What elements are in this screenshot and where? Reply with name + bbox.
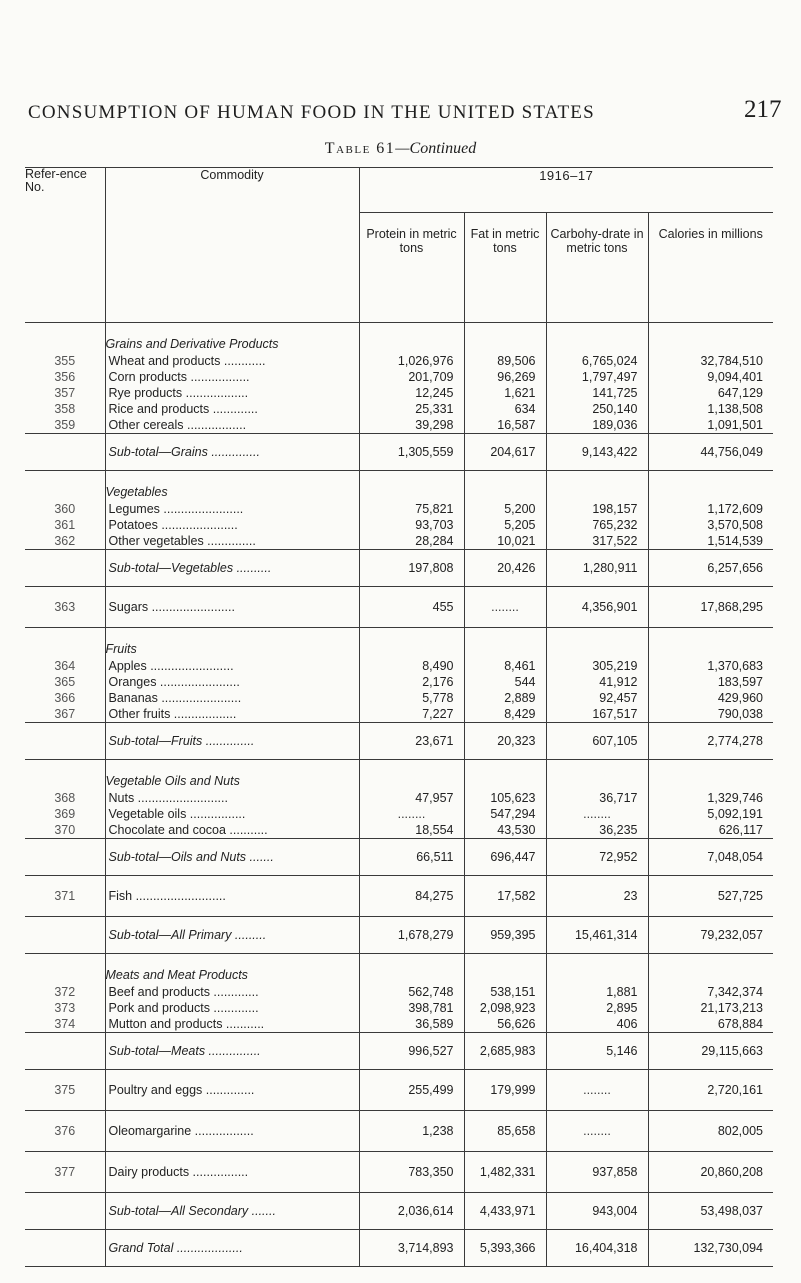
commodity: Poultry and eggs .............. xyxy=(105,1070,359,1111)
calories-value: 626,117 xyxy=(648,822,773,839)
ref-cell xyxy=(25,954,105,985)
empty-cell xyxy=(546,471,648,502)
total-protein: 1,678,279 xyxy=(359,917,464,954)
commodity: Rice and products ............. xyxy=(105,401,359,417)
section-heading: Vegetable Oils and Nuts xyxy=(105,760,359,791)
commodity: Oranges ....................... xyxy=(105,674,359,690)
carbohydrate-value: 41,912 xyxy=(546,674,648,690)
protein-value: 75,821 xyxy=(359,501,464,517)
section-heading: Grains and Derivative Products xyxy=(105,323,359,354)
ref-cell xyxy=(25,839,105,876)
column-header-commodity: Commodity xyxy=(105,168,359,323)
carbohydrate-value: 198,157 xyxy=(546,501,648,517)
subtotal-carbohydrate: 72,952 xyxy=(546,839,648,876)
calories-value: 183,597 xyxy=(648,674,773,690)
protein-value: 8,490 xyxy=(359,658,464,674)
total-carbohydrate: 15,461,314 xyxy=(546,917,648,954)
fat-value: 1,482,331 xyxy=(464,1152,546,1193)
protein-value: 783,350 xyxy=(359,1152,464,1193)
carbohydrate-value: 305,219 xyxy=(546,658,648,674)
commodity: Rye products .................. xyxy=(105,385,359,401)
protein-value: 2,176 xyxy=(359,674,464,690)
fat-value: 8,461 xyxy=(464,658,546,674)
subtotal-calories: 2,774,278 xyxy=(648,723,773,760)
table-row xyxy=(25,706,773,723)
ref-no: 360 xyxy=(54,502,76,516)
fat-value: 2,889 xyxy=(464,690,546,706)
subtotal-row xyxy=(25,550,773,587)
carbohydrate-value: 23 xyxy=(546,876,648,917)
carbohydrate-value: 250,140 xyxy=(546,401,648,417)
table-row xyxy=(25,984,773,1000)
subtotal-label: Sub-total—Oils and Nuts ....... xyxy=(105,839,359,876)
table-caption xyxy=(0,140,801,158)
total-label: Grand Total ................... xyxy=(105,1230,359,1267)
total-calories: 53,498,037 xyxy=(648,1193,773,1230)
commodity: Oleomargarine ................. xyxy=(105,1111,359,1152)
ref-no: 370 xyxy=(25,822,105,839)
ref-cell xyxy=(25,628,105,659)
empty-cell xyxy=(359,471,464,502)
fat-value: 10,021 xyxy=(464,533,546,550)
section-heading-row xyxy=(25,323,773,354)
ref-no: 359 xyxy=(25,417,105,434)
empty-cell xyxy=(546,760,648,791)
calories-value: 1,172,609 xyxy=(648,501,773,517)
section-heading: Fruits xyxy=(105,628,359,659)
total-calories: 132,730,094 xyxy=(648,1230,773,1267)
protein-value: 39,298 xyxy=(359,417,464,434)
empty-cell xyxy=(359,954,464,985)
commodity: Corn products ................. xyxy=(105,369,359,385)
running-head xyxy=(0,98,801,134)
ref-no: 368 xyxy=(54,791,76,805)
total-carbohydrate: 16,404,318 xyxy=(546,1230,648,1267)
calories-value: 678,884 xyxy=(648,1016,773,1033)
commodity: Fish .......................... xyxy=(105,876,359,917)
column-header-fat: Fat in metric tons xyxy=(464,213,546,323)
subtotal-row xyxy=(25,723,773,760)
ref-no: 362 xyxy=(25,533,105,550)
protein-value: ........ xyxy=(359,806,464,822)
total-carbohydrate: 943,004 xyxy=(546,1193,648,1230)
empty-cell xyxy=(464,471,546,502)
subtotal-row xyxy=(25,1033,773,1070)
protein-value: 18,554 xyxy=(359,822,464,839)
fat-value: 96,269 xyxy=(464,369,546,385)
empty-cell xyxy=(648,954,773,985)
carbohydrate-value: 1,797,497 xyxy=(546,369,648,385)
subtotal-label: Sub-total—Vegetables .......... xyxy=(105,550,359,587)
commodity: Other vegetables .............. xyxy=(105,533,359,550)
subtotal-fat: 204,617 xyxy=(464,434,546,471)
subtotal-label: Sub-total—Grains .............. xyxy=(105,434,359,471)
ref-cell xyxy=(25,434,105,471)
table-row xyxy=(25,822,773,839)
ref-cell xyxy=(25,1033,105,1070)
total-fat: 5,393,366 xyxy=(464,1230,546,1267)
ref-no: 375 xyxy=(25,1070,105,1111)
calories-value: 1,329,746 xyxy=(648,790,773,806)
carbohydrate-value: 937,858 xyxy=(546,1152,648,1193)
calories-value: 1,370,683 xyxy=(648,658,773,674)
subtotal-fat: 20,323 xyxy=(464,723,546,760)
calories-value: 429,960 xyxy=(648,690,773,706)
empty-cell xyxy=(648,760,773,791)
commodity: Potatoes ...................... xyxy=(105,517,359,533)
ref-no: 356 xyxy=(54,370,76,384)
fat-value: 2,098,923 xyxy=(464,1000,546,1016)
empty-cell xyxy=(648,471,773,502)
calories-value: 2,720,161 xyxy=(648,1070,773,1111)
column-header-year: 1916–17 xyxy=(359,168,773,213)
subtotal-fat: 2,685,983 xyxy=(464,1033,546,1070)
fat-value: 547,294 xyxy=(464,806,546,822)
ref-no: 361 xyxy=(54,518,76,532)
protein-value: 28,284 xyxy=(359,533,464,550)
table-row xyxy=(25,587,773,628)
carbohydrate-value: 189,036 xyxy=(546,417,648,434)
total-label: Sub-total—All Secondary ....... xyxy=(105,1193,359,1230)
ref-no: 363 xyxy=(25,587,105,628)
ref-no: 355 xyxy=(54,354,76,368)
total-fat: 4,433,971 xyxy=(464,1193,546,1230)
protein-value: 47,957 xyxy=(359,790,464,806)
carbohydrate-value: 36,235 xyxy=(546,822,648,839)
fat-value: 8,429 xyxy=(464,706,546,723)
calories-value: 17,868,295 xyxy=(648,587,773,628)
subtotal-label: Sub-total—Fruits .............. xyxy=(105,723,359,760)
subtotal-calories: 44,756,049 xyxy=(648,434,773,471)
protein-value: 255,499 xyxy=(359,1070,464,1111)
calories-value: 527,725 xyxy=(648,876,773,917)
subtotal-fat: 20,426 xyxy=(464,550,546,587)
running-head-title: CONSUMPTION OF HUMAN FOOD IN THE UNITED STATES xyxy=(28,102,595,123)
carbohydrate-value: 6,765,024 xyxy=(546,353,648,369)
ref-cell xyxy=(25,723,105,760)
protein-value: 562,748 xyxy=(359,984,464,1000)
fat-value: 17,582 xyxy=(464,876,546,917)
empty-cell xyxy=(546,628,648,659)
empty-cell xyxy=(648,323,773,354)
calories-value: 647,129 xyxy=(648,385,773,401)
commodity: Beef and products ............. xyxy=(105,984,359,1000)
subtotal-row xyxy=(25,839,773,876)
carbohydrate-value: 317,522 xyxy=(546,533,648,550)
fat-value: 43,530 xyxy=(464,822,546,839)
fat-value: 5,205 xyxy=(464,517,546,533)
subtotal-protein: 197,808 xyxy=(359,550,464,587)
table-label: Table 61 xyxy=(324,140,396,157)
commodity: Mutton and products ........... xyxy=(105,1016,359,1033)
commodity: Dairy products ................ xyxy=(105,1152,359,1193)
fat-value: 538,151 xyxy=(464,984,546,1000)
empty-cell xyxy=(359,628,464,659)
protein-value: 398,781 xyxy=(359,1000,464,1016)
section-heading-row xyxy=(25,760,773,791)
ref-cell xyxy=(25,1193,105,1230)
protein-value: 25,331 xyxy=(359,401,464,417)
table-suffix: —Continued xyxy=(395,140,477,157)
protein-value: 1,238 xyxy=(359,1111,464,1152)
ref-cell xyxy=(25,323,105,354)
subtotal-label: Sub-total—Meats ............... xyxy=(105,1033,359,1070)
table-row xyxy=(25,385,773,401)
total-protein: 2,036,614 xyxy=(359,1193,464,1230)
calories-value: 7,342,374 xyxy=(648,984,773,1000)
empty-cell xyxy=(546,323,648,354)
total-calories: 79,232,057 xyxy=(648,917,773,954)
commodity: Wheat and products ............ xyxy=(105,353,359,369)
subtotal-calories: 7,048,054 xyxy=(648,839,773,876)
ref-no: 376 xyxy=(25,1111,105,1152)
commodity: Pork and products ............. xyxy=(105,1000,359,1016)
total-row xyxy=(25,1193,773,1230)
protein-value: 36,589 xyxy=(359,1016,464,1033)
fat-value: ........ xyxy=(464,587,546,628)
table-row xyxy=(25,369,773,385)
column-header-carbohydrate: Carbohy-drate in metric tons xyxy=(546,213,648,323)
subtotal-protein: 66,511 xyxy=(359,839,464,876)
protein-value: 1,026,976 xyxy=(359,353,464,369)
calories-value: 5,092,191 xyxy=(648,806,773,822)
empty-cell xyxy=(464,760,546,791)
ref-no: 366 xyxy=(54,691,76,705)
calories-value: 3,570,508 xyxy=(648,517,773,533)
ref-no: 373 xyxy=(54,1001,76,1015)
ref-no: 372 xyxy=(54,985,76,999)
fat-value: 634 xyxy=(464,401,546,417)
commodity: Vegetable oils ................ xyxy=(105,806,359,822)
calories-value: 20,860,208 xyxy=(648,1152,773,1193)
column-header-protein: Protein in metric tons xyxy=(359,213,464,323)
ref-no: 364 xyxy=(54,659,76,673)
subtotal-carbohydrate: 5,146 xyxy=(546,1033,648,1070)
fat-value: 16,587 xyxy=(464,417,546,434)
table-row xyxy=(25,501,773,517)
table-row xyxy=(25,417,773,434)
fat-value: 105,623 xyxy=(464,790,546,806)
section-heading: Vegetables xyxy=(105,471,359,502)
carbohydrate-value: 406 xyxy=(546,1016,648,1033)
commodity: Apples ........................ xyxy=(105,658,359,674)
empty-cell xyxy=(546,954,648,985)
ref-no: 371 xyxy=(25,876,105,917)
table-row xyxy=(25,690,773,706)
ref-cell xyxy=(25,471,105,502)
carbohydrate-value: 2,895 xyxy=(546,1000,648,1016)
ref-no: 357 xyxy=(54,386,76,400)
protein-value: 201,709 xyxy=(359,369,464,385)
carbohydrate-value: 765,232 xyxy=(546,517,648,533)
table-body xyxy=(25,323,773,1267)
carbohydrate-value: ........ xyxy=(546,806,648,822)
table-row xyxy=(25,533,773,550)
empty-cell xyxy=(464,954,546,985)
subtotal-protein: 996,527 xyxy=(359,1033,464,1070)
ref-cell xyxy=(25,917,105,954)
fat-value: 89,506 xyxy=(464,353,546,369)
fat-value: 544 xyxy=(464,674,546,690)
table-row xyxy=(25,790,773,806)
table-row xyxy=(25,1000,773,1016)
carbohydrate-value: 167,517 xyxy=(546,706,648,723)
empty-cell xyxy=(464,628,546,659)
commodity: Legumes ....................... xyxy=(105,501,359,517)
table-row xyxy=(25,674,773,690)
subtotal-calories: 29,115,663 xyxy=(648,1033,773,1070)
commodity: Chocolate and cocoa ........... xyxy=(105,822,359,839)
protein-value: 93,703 xyxy=(359,517,464,533)
ref-no: 369 xyxy=(54,807,76,821)
protein-value: 84,275 xyxy=(359,876,464,917)
subtotal-row xyxy=(25,434,773,471)
fat-value: 5,200 xyxy=(464,501,546,517)
calories-value: 802,005 xyxy=(648,1111,773,1152)
commodity: Nuts .......................... xyxy=(105,790,359,806)
table-row xyxy=(25,1016,773,1033)
total-protein: 3,714,893 xyxy=(359,1230,464,1267)
fat-value: 1,621 xyxy=(464,385,546,401)
commodity: Sugars ........................ xyxy=(105,587,359,628)
carbohydrate-value: 141,725 xyxy=(546,385,648,401)
ref-no: 374 xyxy=(25,1016,105,1033)
table-row xyxy=(25,353,773,369)
calories-value: 21,173,213 xyxy=(648,1000,773,1016)
subtotal-fat: 696,447 xyxy=(464,839,546,876)
section-heading-row xyxy=(25,471,773,502)
calories-value: 1,091,501 xyxy=(648,417,773,434)
ref-no: 365 xyxy=(54,675,76,689)
empty-cell xyxy=(359,323,464,354)
table-row xyxy=(25,401,773,417)
carbohydrate-value: 92,457 xyxy=(546,690,648,706)
section-heading-row xyxy=(25,628,773,659)
total-row xyxy=(25,1230,773,1267)
empty-cell xyxy=(648,628,773,659)
subtotal-carbohydrate: 607,105 xyxy=(546,723,648,760)
carbohydrate-value: ........ xyxy=(546,1070,648,1111)
subtotal-carbohydrate: 9,143,422 xyxy=(546,434,648,471)
table-row xyxy=(25,1111,773,1152)
total-label: Sub-total—All Primary ......... xyxy=(105,917,359,954)
ref-no: 358 xyxy=(54,402,76,416)
table-row xyxy=(25,1070,773,1111)
page-number: 217 xyxy=(744,96,782,123)
protein-value: 5,778 xyxy=(359,690,464,706)
table-row xyxy=(25,517,773,533)
ref-cell xyxy=(25,550,105,587)
fat-value: 179,999 xyxy=(464,1070,546,1111)
ref-cell xyxy=(25,1230,105,1267)
calories-value: 9,094,401 xyxy=(648,369,773,385)
carbohydrate-value: 36,717 xyxy=(546,790,648,806)
protein-value: 7,227 xyxy=(359,706,464,723)
empty-cell xyxy=(464,323,546,354)
ref-no: 367 xyxy=(25,706,105,723)
calories-value: 1,514,539 xyxy=(648,533,773,550)
calories-value: 790,038 xyxy=(648,706,773,723)
subtotal-protein: 1,305,559 xyxy=(359,434,464,471)
calories-value: 32,784,510 xyxy=(648,353,773,369)
commodity: Bananas ....................... xyxy=(105,690,359,706)
section-heading-row xyxy=(25,954,773,985)
table-row xyxy=(25,658,773,674)
total-fat: 959,395 xyxy=(464,917,546,954)
ref-no: 377 xyxy=(25,1152,105,1193)
calories-value: 1,138,508 xyxy=(648,401,773,417)
fat-value: 85,658 xyxy=(464,1111,546,1152)
protein-value: 12,245 xyxy=(359,385,464,401)
column-header-calories: Calories in millions xyxy=(648,213,773,323)
ref-cell xyxy=(25,760,105,791)
food-consumption-table xyxy=(25,167,773,1267)
table-row xyxy=(25,806,773,822)
table-row xyxy=(25,1152,773,1193)
subtotal-calories: 6,257,656 xyxy=(648,550,773,587)
carbohydrate-value: 4,356,901 xyxy=(546,587,648,628)
subtotal-protein: 23,671 xyxy=(359,723,464,760)
fat-value: 56,626 xyxy=(464,1016,546,1033)
carbohydrate-value: ........ xyxy=(546,1111,648,1152)
carbohydrate-value: 1,881 xyxy=(546,984,648,1000)
section-heading: Meats and Meat Products xyxy=(105,954,359,985)
commodity: Other cereals ................. xyxy=(105,417,359,434)
protein-value: 455 xyxy=(359,587,464,628)
table-row xyxy=(25,876,773,917)
commodity: Other fruits .................. xyxy=(105,706,359,723)
subtotal-carbohydrate: 1,280,911 xyxy=(546,550,648,587)
empty-cell xyxy=(359,760,464,791)
total-row xyxy=(25,917,773,954)
column-header-ref: Refer-ence No. xyxy=(25,168,105,323)
